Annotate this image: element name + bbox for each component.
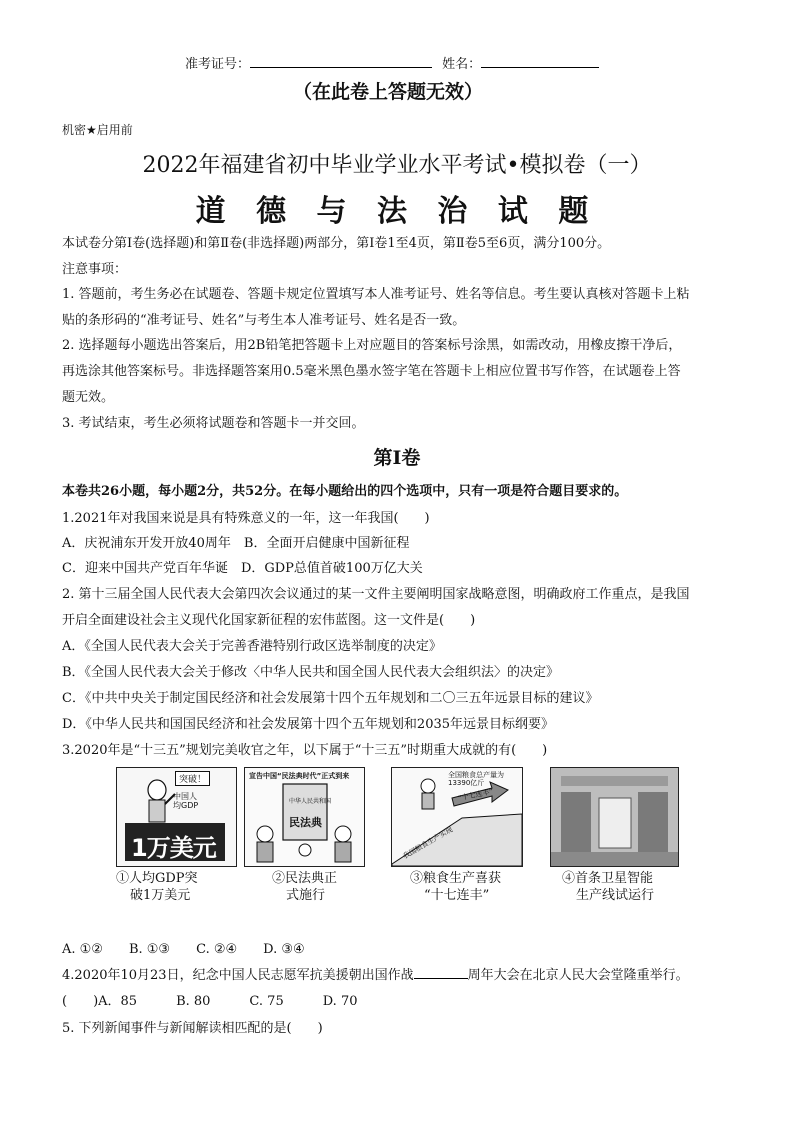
caption-4 <box>562 870 654 904</box>
exam-title: 2022年福建省初中毕业学业水平考试•模拟卷（一） <box>142 153 652 178</box>
civil-code-book-title: 民法典 <box>289 816 322 829</box>
civil-code-book-sub: 中华人民共和国 <box>289 798 332 805</box>
q3-stem: 3.2020年是“十三五”规划完美收官之年，以下属于“十三五”时期重大成就的有( ) <box>62 743 548 758</box>
name-blank[interactable] <box>481 55 599 68</box>
caption-4-line1: ④首条卫星智能 <box>562 871 654 886</box>
note-3: 3. 考试结束，考生必须将试题卷和答题卡一并交回。 <box>62 416 365 431</box>
q1-options-cd: C．迎来中国共产党百年华诞 D．GDP总值首破100万亿大关 <box>62 561 423 576</box>
caption-2-line2: 式施行 <box>286 888 326 903</box>
exam-id-line <box>185 53 599 72</box>
gdp-cartoon-image <box>116 767 237 867</box>
exam-id-blank[interactable] <box>250 55 432 68</box>
grain-harvest-image <box>391 767 523 867</box>
q4-stem <box>62 964 689 983</box>
secret-mark: 机密★启用前 <box>62 123 133 137</box>
invalid-note: （在此卷上答题无效） <box>293 81 484 103</box>
grain-arrow-text: “十七连丰” <box>457 787 494 803</box>
caption-4-line2: 生产线试运行 <box>576 888 655 903</box>
q2-option-b: B．《全国人民代表大会关于修改〈中华人民共和国全国人民代表大会组织法〉的决定》 <box>62 665 560 680</box>
q3-options: A. ①② B. ①③ C. ②④ D. ③④ <box>62 942 305 957</box>
notes-heading: 注意事项： <box>62 262 128 277</box>
q4-options: ( )A．85 B. 80 C. 75 D. 70 <box>62 994 358 1009</box>
q2-stem-b: 开启全面建设社会主义现代化国家新征程的宏伟蓝图。这一文件是( ) <box>62 613 476 628</box>
q1-stem: 1.2021年对我国来说是具有特殊意义的一年，这一年我国( ) <box>62 511 430 526</box>
caption-2-line1: ②民法典正 <box>272 871 338 886</box>
q4-stem-post: 周年大会在北京人民大会堂隆重举行。 <box>467 968 689 983</box>
caption-1 <box>116 870 198 904</box>
grain-total-text: 全国粮食总产量为13390亿斤 <box>448 771 504 787</box>
q2-stem-a: 2. 第十三届全国人民代表大会第四次会议通过的某一文件主要阐明国家战略意图，明确政府工作重点，是我国 <box>62 587 690 602</box>
q1-options-ab: A．庆祝浦东开发开放40周年 B．全面开启健康中国新征程 <box>62 536 410 551</box>
note-1a: 1. 答题前，考生务必在试题卷、答题卡规定位置填写本人准考证号、姓名等信息。考生要认真核对答题卡上粘 <box>62 287 690 302</box>
caption-3-line2: “十七连丰” <box>424 888 490 903</box>
caption-1-line2: 破1万美元 <box>130 888 191 903</box>
civil-code-banner: 宣告中国“民法典时代”正式到来 <box>249 772 350 780</box>
caption-3-line1: ③粮食生产喜获 <box>410 871 502 886</box>
caption-3 <box>410 870 501 904</box>
note-1b: 贴的条形码的“准考证号、姓名”与考生本人准考证号、姓名是否一致。 <box>62 313 466 328</box>
note-2b: 再选涂其他答案标号。非选择题答案用0.5毫米黑色墨水签字笔在答题卡上相应位置书写作答，在试题卷上答 <box>62 364 681 379</box>
q5-stem: 5. 下列新闻事件与新闻解读相匹配的是( ) <box>62 1021 323 1036</box>
section-instruction: 本卷共26小题，每小题2分，共52分。在每小题给出的四个选项中，只有一项是符合题目要求的。 <box>62 484 628 499</box>
civil-code-image <box>244 767 365 867</box>
caption-1-line1: ①人均GDP突 <box>116 871 198 886</box>
name-label: 姓名： <box>442 57 482 72</box>
gdp-big-text: 1万美元 <box>131 834 216 862</box>
subject-title: 道 德 与 法 治 试 题 <box>195 194 599 229</box>
section-heading: 第Ⅰ卷 <box>373 447 421 469</box>
caption-2 <box>272 870 337 904</box>
intro-text: 本试卷分第Ⅰ卷(选择题)和第Ⅱ卷(非选择题)两部分，第Ⅰ卷1至4页，第Ⅱ卷5至6页，满分100分。 <box>62 236 611 251</box>
q2-option-a: A．《全国人民代表大会关于完善香港特别行政区选举制度的决定》 <box>62 639 442 654</box>
satellite-line-image <box>550 767 679 867</box>
note-2c: 题无效。 <box>62 390 115 405</box>
q4-stem-pre: 4.2020年10月23日，纪念中国人民志愿军抗美援朝出国作战 <box>62 968 414 983</box>
exam-id-label: 准考证号： <box>185 57 251 72</box>
q4-answer-blank[interactable] <box>414 966 468 979</box>
satellite-line-drawing <box>551 768 678 866</box>
gdp-tag: 中国人均GDP <box>173 792 199 810</box>
note-2a: 2. 选择题每小题选出答案后，用2B铅笔把答题卡上对应题目的答案标号涂黑，如需改动，用橡皮擦干净后， <box>62 338 682 353</box>
grain-road-text: 我国粮食生产实现 <box>401 825 455 861</box>
gdp-speech-bubble: 突破！ <box>175 771 210 786</box>
q2-option-d: D．《中华人民共和国国民经济和社会发展第十四个五年规划和2035年远景目标纲要》 <box>62 717 555 732</box>
q2-option-c: C．《中共中央关于制定国民经济和社会发展第十四个五年规划和二〇三五年远景目标的建议》 <box>62 691 599 706</box>
